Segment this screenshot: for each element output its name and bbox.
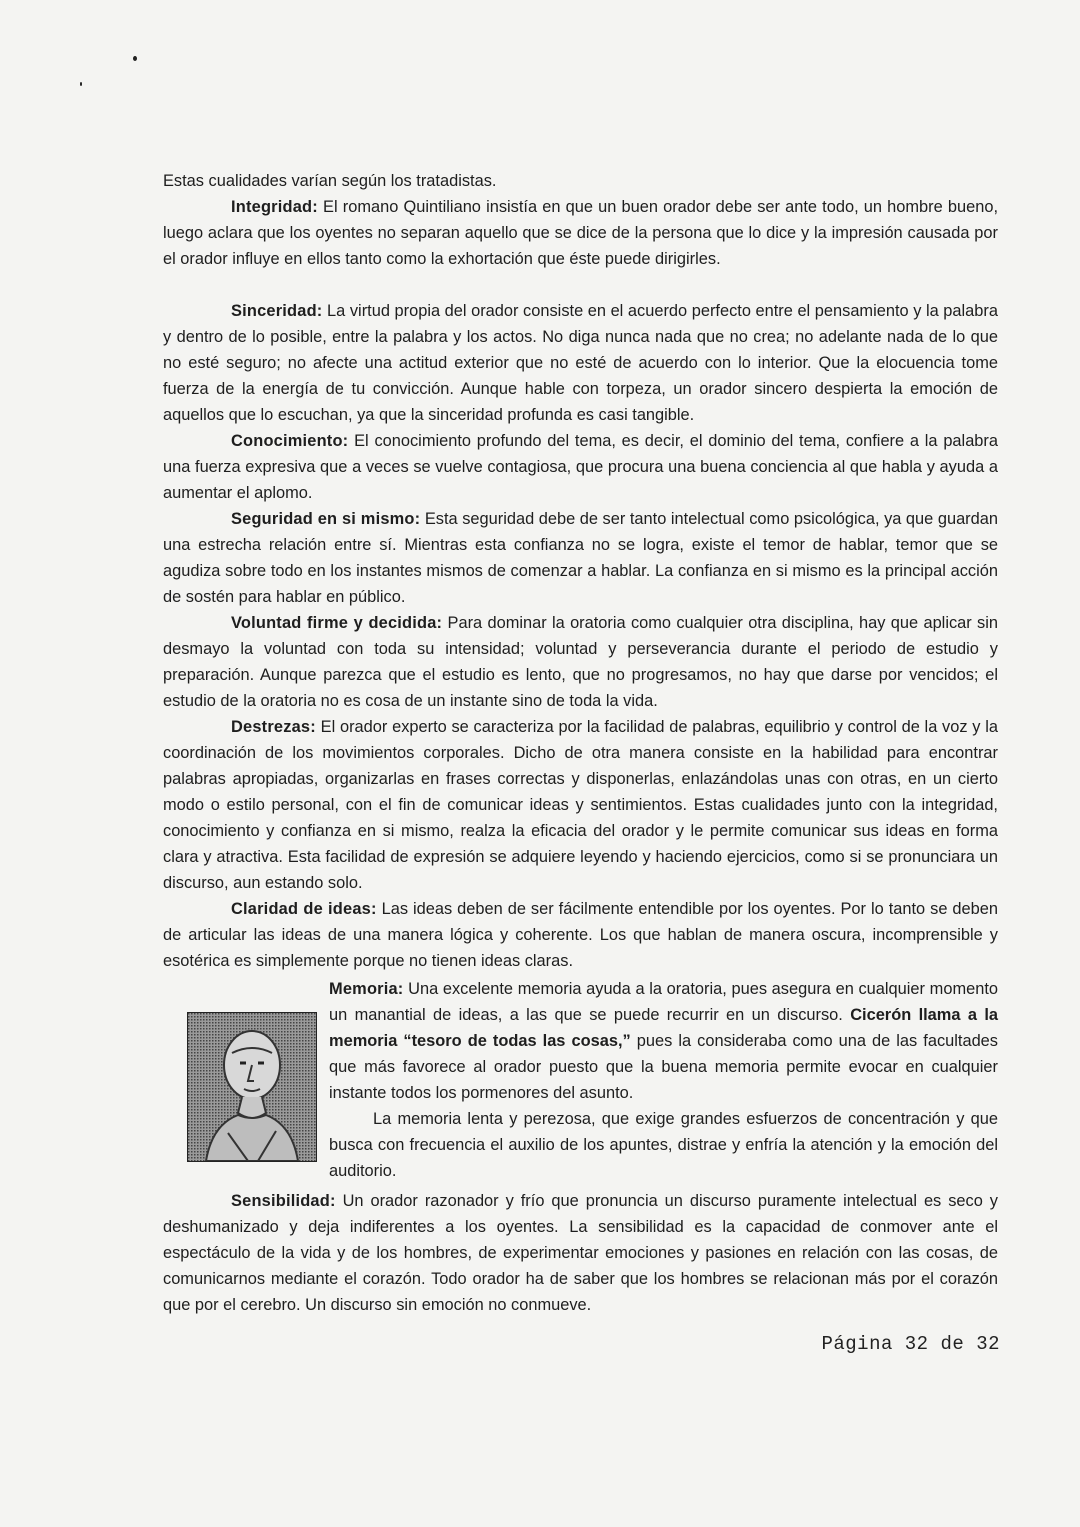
paragraph-voluntad — [163, 610, 998, 714]
term-sinceridad: Sinceridad: — [231, 302, 323, 320]
paragraph-memoria-2: La memoria lenta y perezosa, que exige grandes esfuerzos de concentración y que busca con frecuencia el auxilio de los apuntes, distrae y enfría la atención y la emoción del auditorio. — [329, 1110, 998, 1180]
text-sinceridad: La virtud propia del orador consiste en el acuerdo perfecto entre el pensamiento y la palabra y dentro de lo posible, entre la palabra y los actos. No diga nunca nada que no crea; no adelante nada de lo que no esté seguro; no afecte una actitud exterior que no esté de acuerdo con lo interior. Que la elocuencia tome fuerza de la energía de tu convicción. Aunque hable con torpeza, un orador sincero despierta la emoción de aquellos que lo escuchan, ya que la sinceridad profunda es casi tangible. — [163, 302, 998, 424]
term-destrezas: Destrezas: — [231, 718, 316, 736]
paragraph-conocimiento — [163, 428, 998, 506]
cicero-portrait-image — [187, 1012, 317, 1162]
paragraph-destrezas — [163, 714, 998, 896]
text-conocimiento: El conocimiento profundo del tema, es decir, el dominio del tema, confiere a la palabra una fuerza expresiva que a veces se vuelve contagiosa, que procura una buena conciencia al que habla y ayuda a aumentar el aplomo. — [163, 432, 998, 502]
bust-icon — [188, 1013, 316, 1161]
text-voluntad: Para dominar la oratoria como cualquier otra disciplina, hay que aplicar sin desmayo la voluntad con toda su intensidad; voluntad y perseverancia durante el periodo de estudio y preparación. Aunque parezca que el estudio es lento, que no progresamos, no hay que darse por vencidos; el estudio de la oratoria no es cosa de un instante sino de toda la vida. — [163, 614, 999, 710]
text-memoria-b: pues la consideraba como una de las facultades que más favorece al orador puesto que la buena memoria permite evocar en cualquier instante todos los pormenores del asunto. — [329, 1032, 998, 1102]
intro-line: Estas cualidades varían según los tratadistas. — [163, 172, 497, 190]
term-memoria: Memoria: — [329, 980, 404, 998]
text-memoria-bold: Cicerón llama a la memoria “tesoro de todas las cosas,” — [329, 1006, 998, 1050]
scan-speck — [80, 82, 82, 86]
memoria-text-column — [329, 976, 998, 1184]
paragraph-integridad — [163, 194, 998, 272]
page-number: Página 32 de 32 — [821, 1333, 1000, 1355]
text-integridad: El romano Quintiliano insistía en que un buen orador debe ser ante todo, un hombre bueno, luego aclara que los oyentes no separan aquello que se dice de la persona que lo dice y la impresión causada por el orador influye en ellos tanto como la exhortación que éste puede dirigirles. — [163, 198, 998, 268]
text-destrezas: El orador experto se caracteriza por la facilidad de palabras, equilibrio y control de la voz y la coordinación de los movimientos corporales. Dicho de otra manera consiste en la habilidad para encontrar palabras apropiadas, organizarlas en frases correctas y disponerlas, enlazándolas unas con otras, en un cierto modo o estilo personal, con el fin de comunicar ideas y sentimientos. Estas cualidades junto con la integridad, conocimiento y confianza en si mismo, realza la eficacia del orador y le permite comunicar sus ideas en forma clara y atractiva. Esta facilidad de expresión se adquiere leyendo y haciendo ejercicios, como si se pronunciara un discurso, aun estando solo. — [163, 718, 998, 892]
text-seguridad: Esta seguridad debe de ser tanto intelectual como psicológica, ya que guardan una estrecha relación entre sí. Mientras esta confianza no se logra, existe el temor de hablar, temor que se agudiza sobre todo en los instantes mismos de comenzar a hablar. La confianza en si mismo es la principal acción de sostén para hablar en público. — [163, 510, 998, 606]
document-body — [163, 168, 998, 1318]
term-integridad: Integridad: — [231, 198, 318, 216]
paragraph-seguridad — [163, 506, 998, 610]
memoria-section — [163, 976, 998, 1184]
scan-speck — [133, 56, 137, 61]
paragraph-sinceridad — [163, 298, 998, 428]
term-sensibilidad: Sensibilidad: — [231, 1192, 336, 1210]
term-claridad: Claridad de ideas: — [231, 900, 377, 918]
text-sensibilidad: Un orador razonador y frío que pronuncia un discurso puramente intelectual es seco y deshumanizado y deja indiferentes a los oyentes. La sensibilidad es la capacidad de conmover ante el espectáculo de la vida y de los hombres, de experimentar emociones y pasiones en relación con las cosas, de comunicarnos mediante el corazón. Todo orador ha de saber que los hombres se relacionan más por el corazón que por el cerebro. Un discurso sin emoción no conmueve. — [163, 1192, 998, 1314]
term-seguridad: Seguridad en si mismo: — [231, 510, 421, 528]
paragraph-claridad — [163, 896, 998, 974]
text-claridad: Las ideas deben de ser fácilmente entendible por los oyentes. Por lo tanto se deben de articular las ideas de una manera lógica y coherente. Los que hablan de manera oscura, incomprensible y esotérica es simplemente porque no tienen ideas claras. — [163, 900, 998, 970]
paragraph-memoria — [329, 976, 998, 1106]
term-voluntad: Voluntad firme y decidida: — [231, 614, 443, 632]
paragraph-sensibilidad — [163, 1188, 998, 1318]
term-conocimiento: Conocimiento: — [231, 432, 349, 450]
text-memoria-a: Una excelente memoria ayuda a la oratoria, pues asegura en cualquier momento un manantial de ideas, a las que se puede recurrir en un discurso. — [329, 980, 998, 1024]
